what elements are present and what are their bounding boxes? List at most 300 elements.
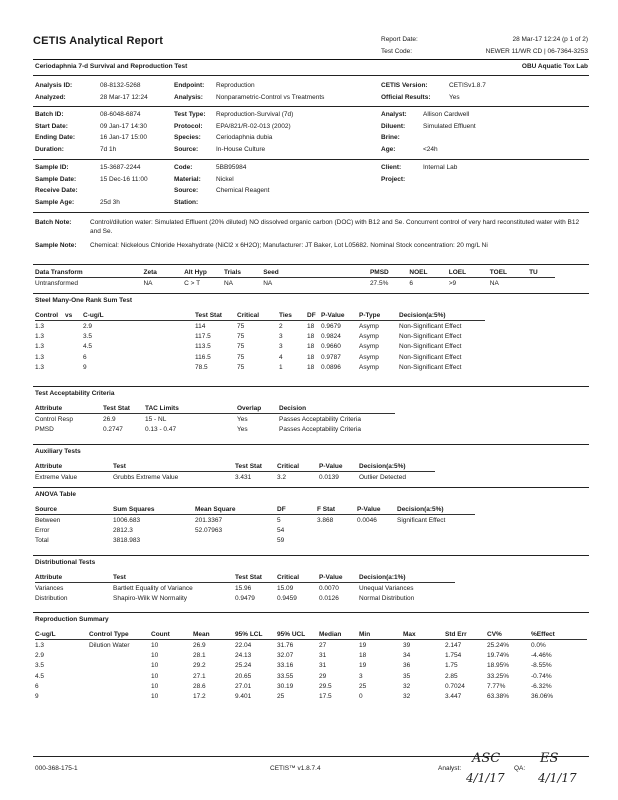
- kv-value: Internal Lab: [423, 164, 458, 171]
- table-cell: 27.01: [235, 682, 252, 690]
- kv-key: Sample Date:: [35, 175, 77, 183]
- table-cell: 9.401: [235, 693, 252, 701]
- analyst-label: Analyst:: [438, 765, 462, 772]
- kv-value: 15 Dec-16 11:00: [100, 175, 148, 183]
- table-cell: [529, 278, 555, 289]
- table-cell: 39: [403, 641, 411, 649]
- column-header: Mean: [193, 629, 235, 640]
- table-cell: 3.431: [235, 473, 252, 481]
- table-header-row: [35, 403, 395, 414]
- column-header: LOEL: [449, 267, 490, 278]
- test-code-value: NEWER 11/WR CD | 06-7364-3253: [485, 48, 588, 55]
- table-cell: 15 - NL: [145, 415, 167, 423]
- table-cell: [65, 342, 83, 352]
- table-cell: 2.9: [83, 322, 93, 330]
- table-cell: 114: [195, 322, 206, 330]
- table-cell: 0.7024: [445, 682, 465, 690]
- kv-value: Allison Cardwell: [423, 111, 470, 118]
- table-cell: Non-Significant Effect: [399, 363, 462, 371]
- column-header: Test Stat: [103, 403, 145, 414]
- table-header-row: [35, 461, 435, 472]
- table-cell: 0.0126: [319, 594, 339, 602]
- table-cell: 117.5: [195, 332, 211, 340]
- analysis-info-right: [381, 80, 486, 103]
- table-cell: 29.5: [319, 682, 332, 690]
- column-header: F Stat: [317, 504, 357, 515]
- table-row: [35, 472, 435, 483]
- section-rule: [33, 159, 589, 160]
- table-cell: 25: [359, 682, 367, 690]
- table-cell: 30.19: [277, 682, 294, 690]
- kv-value: Nonparametric-Control vs Treatments: [216, 93, 325, 101]
- kv-value: EPA/821/R-02-013 (2002): [216, 122, 291, 130]
- table-cell: 10: [151, 651, 159, 659]
- table-cell: [89, 671, 151, 681]
- column-header: Trials: [224, 267, 263, 278]
- column-header: Test Stat: [195, 310, 237, 321]
- table-row: [35, 331, 485, 341]
- table-cell: 31.76: [277, 641, 294, 649]
- header-rule: [33, 59, 589, 60]
- table-cell: 15.96: [235, 584, 252, 592]
- distributional-table: [35, 572, 455, 604]
- table-cell: 33.25%: [487, 672, 510, 680]
- table-header-row: [35, 310, 485, 321]
- table-cell: Unequal Variances: [359, 584, 414, 592]
- table-cell: [357, 536, 397, 546]
- kv-value: In-House Culture: [216, 145, 266, 153]
- table-cell: 26.9: [103, 415, 116, 423]
- kv-value: Reproduction: [216, 82, 255, 89]
- table-cell: 27.5%: [369, 279, 389, 287]
- table-cell: Significant Effect: [397, 516, 446, 524]
- table-cell: [65, 321, 83, 332]
- column-header: Source: [35, 504, 113, 515]
- kv-key: Duration:: [35, 145, 64, 153]
- table-cell: 1006.683: [113, 516, 141, 524]
- table-cell: PMSD: [35, 425, 54, 433]
- kv-value: 7d 1h: [100, 145, 117, 153]
- table-cell: 10: [151, 672, 159, 680]
- column-header: [205, 403, 237, 414]
- table-cell: 201.3367: [195, 516, 223, 524]
- table-cell: 19.74%: [487, 651, 510, 659]
- table-cell: -4.46%: [531, 651, 552, 659]
- table-cell: 10: [151, 693, 159, 701]
- sample-note-label: Sample Note:: [35, 242, 77, 249]
- table-cell: 24.13: [235, 651, 252, 659]
- kv-value: CETISv1.8.7: [449, 82, 486, 89]
- table-cell: [195, 536, 277, 546]
- table-cell: 35: [403, 672, 411, 680]
- column-header: CV%: [487, 629, 531, 640]
- table-cell: 25.24: [235, 662, 252, 670]
- column-header: Decision(a:1%): [359, 572, 455, 583]
- table-cell: [65, 331, 83, 341]
- table-cell: 0.0%: [531, 641, 546, 649]
- table-cell: Untransformed: [35, 279, 78, 287]
- anova-title: ANOVA Table: [35, 491, 77, 498]
- kv-value: Simulated Effluent: [423, 122, 476, 130]
- table-cell: 0.0046: [357, 516, 377, 524]
- section-rule: [33, 106, 589, 107]
- table-cell: 32: [403, 682, 411, 690]
- table-cell: 20.65: [235, 672, 252, 680]
- batch-note-label: Batch Note:: [35, 219, 72, 226]
- table-cell: Control Resp: [35, 415, 73, 423]
- table-cell: 3.447: [445, 693, 462, 701]
- kv-value: <24h: [423, 145, 438, 153]
- column-header: Count: [151, 629, 193, 640]
- kv-key: Species:: [174, 134, 201, 141]
- table-cell: [89, 681, 151, 691]
- table-cell: 3.2: [277, 473, 287, 481]
- column-header: TU: [529, 267, 555, 278]
- kv-key: Source:: [174, 187, 199, 194]
- table-cell: NA: [263, 279, 273, 287]
- table-cell: Outlier Detected: [359, 473, 406, 481]
- analysis-info-mid: [174, 80, 324, 103]
- kv-value: 5BB95984: [216, 164, 247, 171]
- analysis-info-left: [35, 80, 148, 103]
- table-cell: 0.9824: [321, 332, 341, 340]
- table-header-row: [35, 572, 455, 583]
- table-cell: 25: [277, 693, 285, 701]
- kv-value: Reproduction-Survival (7d): [216, 111, 294, 118]
- column-header: Data Transform: [35, 267, 143, 278]
- table-cell: 0: [359, 693, 363, 701]
- section-rule: [33, 612, 589, 613]
- column-header: Decision(a:5%): [399, 310, 485, 321]
- test-code-label: Test Code:: [381, 48, 413, 55]
- table-cell: 19: [359, 641, 367, 649]
- table-cell: 75: [237, 322, 245, 330]
- table-cell: 10: [151, 641, 159, 649]
- kv-value: 08-8132-5268: [100, 82, 141, 89]
- table-cell: Asymp: [359, 343, 379, 351]
- table-cell: 29: [319, 672, 327, 680]
- table-cell: Error: [35, 526, 50, 534]
- kv-value: Ceriodaphnia dubia: [216, 134, 273, 141]
- footer-doc-id: 000-368-175-1: [35, 765, 78, 772]
- kv-key: Source:: [174, 145, 199, 153]
- table-cell: 28.1: [193, 651, 206, 659]
- batch-info-mid: [174, 109, 293, 155]
- column-header: P-Value: [357, 504, 397, 515]
- kv-key: Receive Date:: [35, 187, 78, 194]
- table-cell: 59: [277, 537, 285, 545]
- column-header: DF: [307, 310, 321, 321]
- kv-key: Diluent:: [381, 122, 406, 130]
- qa-label: QA:: [514, 765, 526, 772]
- table-cell: Asymp: [359, 363, 379, 371]
- kv-key: Sample Age:: [35, 198, 75, 206]
- column-header: Seed: [263, 267, 313, 278]
- table-cell: Variances: [35, 584, 64, 592]
- analyst-signature: ASC: [472, 751, 501, 766]
- table-row: [35, 640, 587, 651]
- table-row: [35, 671, 587, 681]
- table-cell: 18.95%: [487, 662, 510, 670]
- table-cell: 17.5: [319, 693, 332, 701]
- table-cell: 1: [279, 363, 283, 371]
- kv-value: Nickel: [216, 175, 234, 183]
- table-row: [35, 414, 395, 425]
- column-header: Test: [113, 461, 235, 472]
- table-cell: NA: [489, 279, 499, 287]
- table-cell: 1.3: [35, 322, 45, 330]
- table-cell: Yes: [237, 425, 248, 433]
- table-cell: [397, 525, 475, 535]
- table-cell: 4.5: [35, 672, 45, 680]
- table-cell: [397, 536, 475, 546]
- table-cell: Non-Significant Effect: [399, 332, 462, 340]
- column-header: P-Value: [319, 461, 359, 472]
- table-cell: 32.07: [277, 651, 294, 659]
- column-header: DF: [277, 504, 317, 515]
- kv-key: Analysis ID:: [35, 82, 73, 89]
- kv-key: Station:: [174, 198, 199, 206]
- table-cell: 4.5: [83, 343, 93, 351]
- table-cell: 1.3: [35, 353, 45, 361]
- summary-title: Reproduction Summary: [35, 616, 109, 623]
- kv-key: Start Date:: [35, 122, 68, 130]
- header-rule-2: [33, 75, 589, 76]
- table-cell: [317, 536, 357, 546]
- table-cell: 15.09: [277, 584, 294, 592]
- kv-key: Code:: [174, 164, 193, 171]
- column-header: Mean Square: [195, 504, 277, 515]
- section-rule: [33, 487, 589, 488]
- section-rule: [33, 293, 589, 294]
- report-date-label: Report Date:: [381, 36, 418, 43]
- column-header: Attribute: [35, 572, 113, 583]
- column-header: Critical: [277, 461, 319, 472]
- table-cell: 32: [403, 693, 411, 701]
- column-header: Control Type: [89, 629, 151, 640]
- kv-value: 08-6048-6874: [100, 111, 141, 118]
- table-cell: 2: [279, 322, 283, 330]
- table-cell: Asymp: [359, 353, 379, 361]
- table-cell: Non-Significant Effect: [399, 322, 462, 330]
- table-cell: Between: [35, 516, 61, 524]
- section-rule: [33, 212, 589, 213]
- table-cell: 22.04: [235, 641, 252, 649]
- table-cell: Asymp: [359, 332, 379, 340]
- table-cell: 18: [307, 332, 315, 340]
- table-cell: 10: [151, 682, 159, 690]
- table-cell: 9: [83, 363, 87, 371]
- kv-key: Project:: [381, 175, 406, 183]
- section-rule: [33, 264, 589, 265]
- table-header-row: [35, 267, 555, 278]
- table-cell: 75: [237, 343, 245, 351]
- report-date-value: 28 Mar-17 12:24 (p 1 of 2): [512, 36, 588, 43]
- data-transform-table: [35, 267, 555, 288]
- report-title: CETIS Analytical Report: [33, 35, 164, 47]
- table-cell: 26.9: [193, 641, 206, 649]
- table-cell: 6: [83, 353, 87, 361]
- table-row: [35, 352, 485, 362]
- table-cell: 19: [359, 662, 367, 670]
- table-row: [35, 536, 475, 546]
- table-row: [35, 525, 475, 535]
- table-cell: Normal Distribution: [359, 594, 415, 602]
- table-cell: [205, 424, 237, 434]
- column-header: Max: [403, 629, 445, 640]
- kv-key: Endpoint:: [174, 82, 205, 89]
- auxiliary-title: Auxiliary Tests: [35, 448, 81, 455]
- acceptability-table: [35, 403, 395, 435]
- table-cell: C > T: [184, 279, 201, 287]
- acceptability-title: Test Acceptability Criteria: [35, 390, 115, 397]
- lab-name: OBU Aquatic Tox Lab: [521, 63, 588, 70]
- table-cell: 4: [279, 353, 283, 361]
- column-header: C-ug/L: [83, 310, 195, 321]
- table-cell: [89, 691, 151, 701]
- table-cell: 1.754: [445, 651, 462, 659]
- table-row: [35, 278, 555, 289]
- table-cell: 0.0896: [321, 363, 341, 371]
- kv-value: 09 Jan-17 14:30: [100, 122, 147, 130]
- table-cell: [313, 278, 370, 289]
- column-header: NOEL: [409, 267, 448, 278]
- column-header: Alt Hyp: [184, 267, 224, 278]
- table-cell: [65, 352, 83, 362]
- reproduction-summary-table: [35, 629, 587, 702]
- table-cell: 3.5: [35, 662, 45, 670]
- table-cell: 2.147: [445, 641, 462, 649]
- table-cell: 0.9660: [321, 343, 341, 351]
- column-header: TOEL: [490, 267, 529, 278]
- kv-value: 16 Jan-17 15:00: [100, 134, 147, 141]
- table-cell: 3: [279, 343, 283, 351]
- column-header: TAC Limits: [145, 403, 205, 414]
- table-row: [35, 362, 485, 372]
- footer-rule: [33, 756, 589, 757]
- table-cell: 3.868: [317, 516, 334, 524]
- table-cell: 3818.983: [113, 537, 141, 545]
- column-header: Min: [359, 629, 403, 640]
- table-cell: 0.0139: [319, 473, 339, 481]
- auxiliary-table: [35, 461, 435, 482]
- table-cell: 54: [277, 526, 285, 534]
- table-cell: 116.5: [195, 353, 211, 361]
- kv-key: Age:: [381, 145, 396, 153]
- table-cell: 34: [403, 651, 411, 659]
- column-header: Test: [113, 572, 235, 583]
- batch-note: Control/dilution water: Simulated Effluent (20% diluted) NO dissolved organic carbon (DOC) with B12 and Se. Concurrent control of very hard reconstituted water with B12 and Se.: [90, 219, 580, 235]
- table-row: [35, 321, 485, 332]
- table-row: [35, 593, 455, 603]
- table-row: [35, 342, 485, 352]
- table-cell: 2.85: [445, 672, 458, 680]
- table-cell: 6: [409, 279, 413, 287]
- column-header: 95% UCL: [277, 629, 319, 640]
- table-cell: Non-Significant Effect: [399, 343, 462, 351]
- table-cell: Dilution Water: [89, 641, 130, 649]
- kv-key: Ending Date:: [35, 134, 76, 141]
- column-header: Std Err: [445, 629, 487, 640]
- column-header: Ties: [279, 310, 307, 321]
- table-cell: [357, 525, 397, 535]
- table-cell: Grubbs Extreme Value: [113, 473, 179, 481]
- table-header-row: [35, 504, 475, 515]
- table-cell: 17.2: [193, 693, 206, 701]
- section-rule: [33, 386, 589, 387]
- kv-value: 28 Mar-17 12:24: [100, 93, 148, 101]
- table-cell: 31: [319, 651, 327, 659]
- table-header-row: [35, 629, 587, 640]
- column-header: 95% LCL: [235, 629, 277, 640]
- table-cell: NA: [223, 279, 234, 287]
- table-cell: >9: [448, 279, 457, 287]
- table-cell: 0.9679: [321, 322, 341, 330]
- table-cell: 6: [35, 682, 39, 690]
- table-cell: 78.5: [195, 363, 208, 371]
- batch-info-left: [35, 109, 147, 155]
- table-cell: Passes Acceptability Criteria: [279, 415, 362, 423]
- table-cell: 36.06%: [531, 693, 554, 701]
- table-cell: 5: [277, 516, 281, 524]
- table-cell: 3.5: [83, 332, 93, 340]
- table-cell: 1.3: [35, 641, 45, 649]
- table-cell: NA: [143, 279, 153, 287]
- qa-signature: ES: [540, 751, 559, 766]
- table-cell: 3: [279, 332, 283, 340]
- table-cell: 29.2: [193, 662, 206, 670]
- analyst-signature-date: 4/1/17: [466, 771, 505, 785]
- table-cell: Total: [35, 537, 49, 545]
- table-cell: 25.24%: [487, 641, 510, 649]
- table-row: [35, 650, 587, 660]
- table-cell: -8.55%: [531, 662, 552, 670]
- table-row: [35, 691, 587, 701]
- table-cell: 18: [307, 343, 315, 351]
- table-cell: 1.3: [35, 343, 45, 351]
- kv-key: Material:: [174, 175, 201, 183]
- table-cell: 1.3: [35, 332, 45, 340]
- table-cell: Yes: [237, 415, 248, 423]
- kv-value: Yes: [449, 93, 460, 101]
- section-rule: [33, 555, 589, 556]
- column-header: Control: [35, 310, 65, 321]
- column-header: Critical: [237, 310, 279, 321]
- kv-value: 15-3687-2244: [100, 164, 141, 171]
- table-cell: 18: [307, 363, 315, 371]
- table-cell: Distribution: [35, 594, 68, 602]
- table-cell: 3: [359, 672, 363, 680]
- sample-info-right: [381, 162, 457, 185]
- column-header: Test Stat: [235, 572, 277, 583]
- table-cell: 75: [237, 353, 245, 361]
- column-header: PMSD: [370, 267, 409, 278]
- table-cell: [317, 525, 357, 535]
- table-cell: 0.9479: [235, 594, 255, 602]
- table-cell: 0.9459: [277, 594, 297, 602]
- qa-signature-date: 4/1/17: [538, 771, 577, 785]
- column-header: Median: [319, 629, 359, 640]
- table-cell: 0.0070: [319, 584, 339, 592]
- kv-key: Sample ID:: [35, 164, 69, 171]
- section-rule: [33, 444, 589, 445]
- table-cell: 52.07963: [195, 526, 223, 534]
- table-cell: 31: [319, 662, 327, 670]
- table-cell: 0.13 - 0.47: [145, 425, 177, 433]
- column-header: Decision(a:5%): [359, 461, 435, 472]
- footer-version: CETIS™ v1.8.7.4: [270, 765, 321, 772]
- kv-key: Analyzed:: [35, 93, 66, 101]
